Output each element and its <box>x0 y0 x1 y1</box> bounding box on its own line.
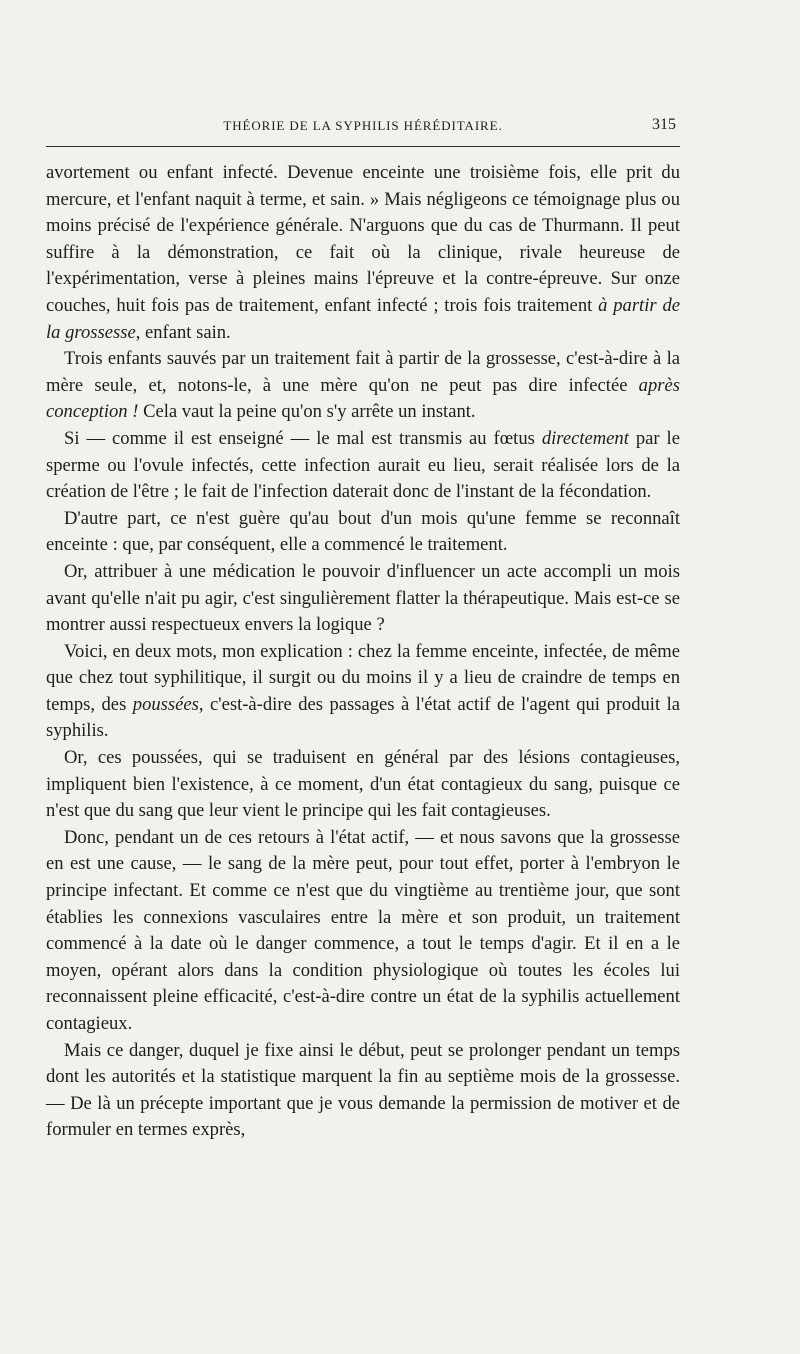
text-run: Voici, en deux mots, mon explication : chez la femme enceinte, infectée, de même que chez tout syphilitique, il surgit ou du moins il y a lieu de craindre de temps en temps, des <box>46 640 680 715</box>
text-run: Cela vaut la peine qu'on s'y arrête un instant. <box>138 401 476 423</box>
running-head <box>46 116 680 138</box>
italic-run: à partir de la grossesse <box>46 294 680 343</box>
text-run: Donc, pendant un de ces retours à l'état actif, — et nous savons que la grossesse en est une cause, — le sang de la mère peut, pour tout effet, porter à l'embryon le principe infectant. Et comme ce n'est que du vingtième au trentième jour, que sont établies les connexions vasculaires entre la mère et son produit, un traitement commencé à la date où le danger commence, a tout le temps d'agir. Et il en a le moyen, opérant alors dans la condition physiologique où toutes les écoles lui reconnaissent pleine efficacité, c'est-à-dire contre un état de la syphilis actuellement contagieux. <box>46 826 680 1034</box>
paragraph <box>46 346 680 426</box>
italic-run: directement <box>541 427 629 449</box>
text-run: Trois enfants sauvés par un traitement fait à partir de la grossesse, c'est-à-dire à la mère seule, et, notons-le, à une mère qu'on ne peut pas dire infectée <box>46 348 680 396</box>
book-page <box>46 0 680 1354</box>
paragraph <box>46 506 680 559</box>
page-number: 315 <box>652 116 676 133</box>
text-run: , enfant sain. <box>135 321 231 343</box>
text-run: avortement ou enfant infecté. Devenue enceinte une troisième fois, elle prit du mercure, et l'enfant naquit à terme, et sain. » Mais négligeons ce témoignage plus ou moins précisé de l'expérience générale. N'arguons que du cas de Thurmann. Il peut suffire à la démonstration, ce fait où la clinique, rivale heureuse de l'expérimentation, verse à pleines mains l'épreuve et la contre-épreuve. Sur onze couches, huit fois pas de traitement, enfant infecté ; trois fois traitement <box>46 162 680 316</box>
text-run: Si — comme il est enseigné — le mal est transmis au fœtus <box>64 427 542 449</box>
italic-run: après conception ! <box>46 374 680 423</box>
text-run: Or, attribuer à une médication le pouvoir d'influencer un acte accompli un mois avant qu'elle n'ait pu agir, c'est singulièrement flatter la thérapeutique. Mais est-ce se montrer aussi respectueux envers la logique ? <box>46 560 680 636</box>
paragraph <box>46 639 680 745</box>
paragraph <box>46 559 680 639</box>
text-run: , c'est-à-dire des passages à l'état actif de l'agent qui produit la syphilis. <box>46 693 680 742</box>
paragraph <box>46 426 680 506</box>
paragraph <box>46 160 680 346</box>
text-run: Mais ce danger, duquel je fixe ainsi le début, peut se prolonger pendant un temps dont les autorités et la statistique marquent la fin au septième mois de la grossesse. — De là un précepte important que je vous demande la permission de motiver et de formuler en termes exprès, <box>46 1039 680 1141</box>
italic-run: poussées <box>132 693 199 715</box>
text-run: par le sperme ou l'ovule infectés, cette infection aurait eu lieu, serait réalisée lors de la création de l'être ; le fait de l'infection daterait donc de l'instant de la fécondation. <box>46 427 680 503</box>
header-rule <box>46 146 680 147</box>
body-text <box>46 160 680 1144</box>
text-run: Or, ces poussées, qui se traduisent en général par des lésions contagieuses, impliquent bien l'existence, à ce moment, d'un état contagieux du sang, puisque ce n'est que du sang que leur vient le principe qui les fait contagieuses. <box>46 747 680 822</box>
text-run: D'autre part, ce n'est guère qu'au bout d'un mois qu'une femme se reconnaît enceinte : que, par conséquent, elle a commencé le traitement. <box>46 507 680 556</box>
paragraph <box>46 825 680 1038</box>
paragraph <box>46 745 680 825</box>
running-title: THÉORIE DE LA SYPHILIS HÉRÉDITAIRE. <box>223 118 503 133</box>
paragraph <box>46 1038 680 1144</box>
